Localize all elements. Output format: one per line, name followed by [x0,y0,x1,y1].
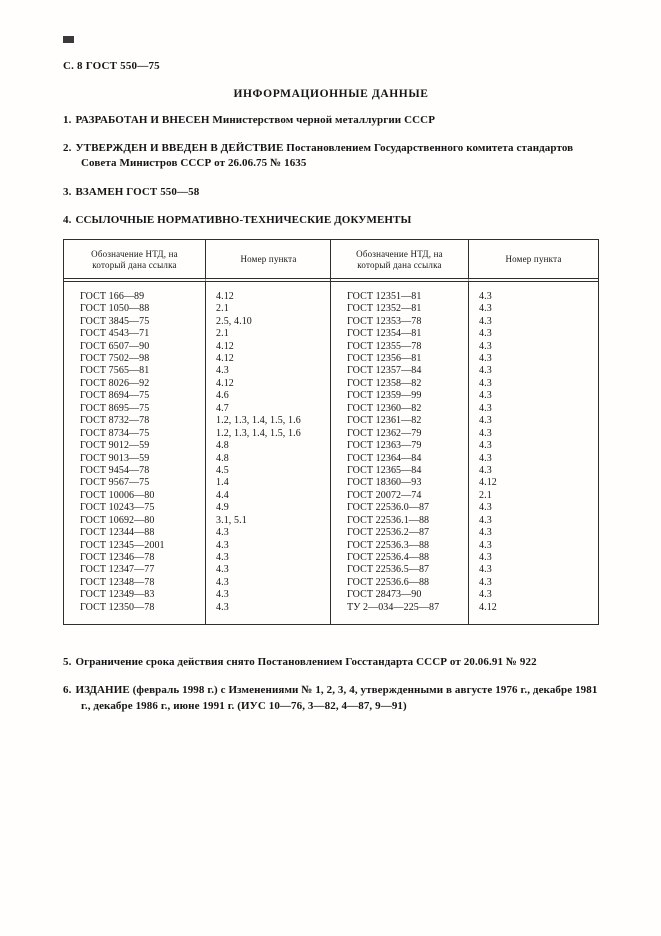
clause-number: 4.3 [479,514,492,526]
clause-number: 2.5, 4.10 [216,315,252,327]
clause-number: 4.3 [479,527,492,539]
info-item-1 [63,113,599,128]
ntd-designation: ГОСТ 22536.3—88 [347,539,430,551]
item-number: 6. [63,684,72,697]
clause-number: 4.5 [216,464,229,476]
ntd-designation: ГОСТ 8732—78 [80,415,150,427]
clause-number: 4.9 [216,502,229,514]
ntd-designation: ГОСТ 10006—80 [80,489,155,501]
ntd-designation: ГОСТ 12348—78 [80,576,155,588]
clause-number: 4.12 [216,377,234,389]
ntd-designation: ГОСТ 12349—83 [80,589,155,601]
ntd-designation: ГОСТ 12354—81 [347,328,422,340]
ntd-designation: ГОСТ 12363—79 [347,440,422,452]
clause-number: 4.12 [216,290,234,302]
clause-number: 4.3 [479,502,492,514]
clause-number: 4.4 [216,489,229,501]
column-header-clause: Номер пункта [469,240,598,282]
ntd-designation: ГОСТ 9454—78 [80,464,150,476]
ntd-designation: ГОСТ 12357—84 [347,365,422,377]
ntd-designation: ГОСТ 12355—78 [347,340,422,352]
clause-number: 4.3 [479,564,492,576]
clause-number: 4.3 [479,365,492,377]
ntd-column [331,282,469,624]
clause-number: 4.3 [479,552,492,564]
ntd-designation: ГОСТ 22536.4—88 [347,552,430,564]
clause-number: 1.2, 1.3, 1.4, 1.5, 1.6 [216,415,301,427]
clause-number: 3.1, 5.1 [216,514,247,526]
clause-number: 4.3 [479,377,492,389]
clause-number: 4.3 [216,576,229,588]
ntd-designation: ГОСТ 166—89 [80,290,145,302]
ntd-designation: ГОСТ 28473—90 [347,589,422,601]
ntd-designation: ГОСТ 22536.2—87 [347,527,430,539]
item-text: ИЗДАНИЕ (февраль 1998 г.) с Изменениями № 1, 2, 3, 4, утвержденными в августе 1976 г., декабре 1981 г., декабре 1986 г., июне 1991 г. (ИУС 10—76, 3—82, 4—87, 9—91) [75,684,598,712]
ntd-designation: ГОСТ 22536.1—88 [347,514,430,526]
clause-number: 4.3 [216,552,229,564]
ntd-designation: ГОСТ 22536.0—87 [347,502,430,514]
column-header-clause: Номер пункта [206,240,331,282]
ntd-designation: ГОСТ 12365—84 [347,464,422,476]
ntd-column [64,282,206,624]
clause-number: 4.3 [479,353,492,365]
clause-number: 2.1 [479,489,492,501]
clause-number: 4.3 [479,328,492,340]
ntd-designation: ГОСТ 12345—2001 [80,539,165,551]
clause-number: 2.1 [216,328,229,340]
clause-number: 4.12 [216,353,234,365]
ntd-designation: ГОСТ 8694—75 [80,390,150,402]
ntd-designation: ГОСТ 9013—59 [80,452,150,464]
ntd-designation: ГОСТ 12350—78 [80,601,155,613]
page-header: С. 8 ГОСТ 550—75 [63,60,160,72]
ntd-designation: ГОСТ 7502—98 [80,353,150,365]
ntd-designation: ГОСТ 12352—81 [347,303,422,315]
item-text: Ограничение срока действия снято Постановлением Госстандарта СССР от 20.06.91 № 922 [75,656,537,669]
item-number: 3. [63,185,72,198]
info-item-6 [63,683,599,713]
ntd-designation: ГОСТ 22536.5—87 [347,564,430,576]
scan-artifact [63,36,74,43]
ntd-designation: ГОСТ 12360—82 [347,402,422,414]
ntd-designation: ГОСТ 1050—88 [80,303,150,315]
item-text: ССЫЛОЧНЫЕ НОРМАТИВНО-ТЕХНИЧЕСКИЕ ДОКУМЕНТЫ [75,213,412,226]
clause-number: 4.12 [479,601,497,613]
ntd-designation: ГОСТ 18360—93 [347,477,422,489]
clause-number: 4.7 [216,402,229,414]
references-table-right-half [331,240,598,624]
ntd-designation: ГОСТ 12362—79 [347,427,422,439]
ntd-designation: ГОСТ 3845—75 [80,315,150,327]
ntd-designation: ГОСТ 22536.6—88 [347,576,430,588]
ntd-designation: ГОСТ 12353—78 [347,315,422,327]
references-table-left-half [64,240,331,624]
ntd-designation: ТУ 2—034—225—87 [347,601,440,613]
info-item-3 [63,185,599,200]
ntd-designation: ГОСТ 12344—88 [80,527,155,539]
clause-number: 1.2, 1.3, 1.4, 1.5, 1.6 [216,427,301,439]
references-table [63,239,599,625]
column-header-ntd: Обозначение НТД, на который дана ссылка [64,240,206,282]
clause-number: 4.8 [216,440,229,452]
clause-number: 4.6 [216,390,229,402]
clause-number: 4.3 [479,464,492,476]
clause-number: 4.3 [216,601,229,613]
clause-number: 4.3 [216,527,229,539]
ntd-designation: ГОСТ 12346—78 [80,552,155,564]
item-text: УТВЕРЖДЕН И ВВЕДЕН В ДЕЙСТВИЕ Постановлением Государственного комитета стандартов Совета Министров СССР от 26.06.75 № 1635 [75,142,574,170]
clause-number: 4.3 [479,539,492,551]
ntd-designation: ГОСТ 7565—81 [80,365,150,377]
clause-column [469,282,598,624]
ntd-designation: ГОСТ 10243—75 [80,502,155,514]
item-number: 1. [63,114,72,126]
ntd-designation: ГОСТ 10692—80 [80,514,155,526]
item-number: 2. [63,142,72,155]
clause-number: 4.3 [479,427,492,439]
ntd-designation: ГОСТ 12356—81 [347,353,422,365]
clause-number: 4.3 [479,440,492,452]
ntd-designation: ГОСТ 12361—82 [347,415,422,427]
clause-number: 4.3 [479,340,492,352]
clause-number: 4.8 [216,452,229,464]
ntd-designation: ГОСТ 9012—59 [80,440,150,452]
item-number: 5. [63,656,72,669]
info-item-4 [63,213,599,228]
ntd-designation: ГОСТ 12364—84 [347,452,422,464]
ntd-designation: ГОСТ 12359—99 [347,390,422,402]
ntd-designation: ГОСТ 8695—75 [80,402,150,414]
item-text: ВЗАМЕН ГОСТ 550—58 [75,185,200,198]
ntd-designation: ГОСТ 6507—90 [80,340,150,352]
clause-number: 4.3 [479,576,492,588]
ntd-designation: ГОСТ 12358—82 [347,377,422,389]
ntd-designation: ГОСТ 8026—92 [80,377,150,389]
clause-number: 4.12 [479,477,497,489]
clause-number: 4.3 [479,390,492,402]
clause-number: 4.3 [479,452,492,464]
ntd-designation: ГОСТ 9567—75 [80,477,150,489]
page-title: ИНФОРМАЦИОННЫЕ ДАННЫЕ [233,88,429,100]
clause-number: 4.3 [216,365,229,377]
clause-column [206,282,331,624]
clause-number: 4.3 [479,402,492,414]
info-item-5 [63,655,599,670]
clause-number: 4.3 [216,539,229,551]
clause-number: 4.3 [479,315,492,327]
ntd-designation: ГОСТ 8734—75 [80,427,150,439]
clause-number: 4.3 [216,564,229,576]
clause-number: 4.3 [216,589,229,601]
clause-number: 1.4 [216,477,229,489]
clause-number: 2.1 [216,303,229,315]
info-item-2 [63,141,599,171]
ntd-designation: ГОСТ 12351—81 [347,290,422,302]
item-text: РАЗРАБОТАН И ВНЕСЕН Министерством черной металлургии СССР [75,114,436,126]
clause-number: 4.3 [479,589,492,601]
clause-number: 4.3 [479,290,492,302]
column-header-ntd: Обозначение НТД, на который дана ссылка [331,240,469,282]
item-number: 4. [63,213,72,226]
ntd-designation: ГОСТ 20072—74 [347,489,422,501]
clause-number: 4.12 [216,340,234,352]
ntd-designation: ГОСТ 4543—71 [80,328,150,340]
ntd-designation: ГОСТ 12347—77 [80,564,155,576]
clause-number: 4.3 [479,415,492,427]
clause-number: 4.3 [479,303,492,315]
